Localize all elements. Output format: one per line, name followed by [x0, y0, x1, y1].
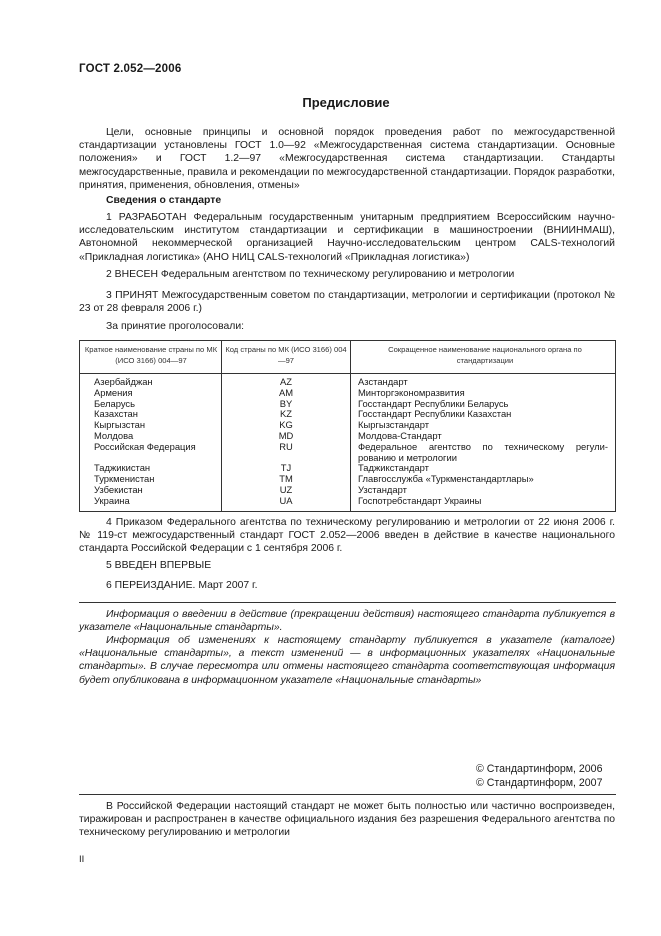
item-1: 1 РАЗРАБОТАН Федеральным государственным унитарным предприятием Всероссийским научно-исследовательским институтом стандартизации и сертификации в машиностроении (ВНИИНМАШ), Автономной некоммерческой организацией Научно-исследовательским центром CALS-технологий «Прикладная логистика» (АНО НИЦ CALS-технологий «Прикладная логистика»)	[79, 212, 615, 263]
rights-notice: В Российской Федерации настоящий стандарт не может быть полностью или частично воспроизведен, тиражирован и распространен в качестве официального издания без разрешения Федерального агентства по техническому регулированию и метрологии	[79, 801, 615, 839]
country-code: TM	[279, 473, 293, 485]
country-name: Таджикистан	[94, 462, 151, 474]
item-6: 6 ПЕРЕИЗДАНИЕ. Март 2007 г.	[106, 580, 258, 591]
table-header-country: Краткое наименование страны по МК (ИСО 3166) 004—97	[84, 345, 218, 365]
intro-paragraph: Цели, основные принципы и основной порядок проведения работ по межгосударственной стандартизации установлены ГОСТ 1.0—92 «Межгосударственная система стандартизации. Основные положения» и ГОСТ 1.2—97 «Межгосударственная система стандартизации. Стандарты межгосударственные, правила и рекомендации по межгосударственной стандартизации. Порядок разработки, принятия, применения, обновления, отмены»	[79, 127, 615, 191]
country-name: Кыргызстан	[94, 419, 146, 431]
item-3: 3 ПРИНЯТ Межгосударственным советом по стандартизации, метрологии и сертификации (протокол № 23 от 28 февраля 2006 г.)	[79, 290, 615, 315]
country-code: TJ	[280, 462, 292, 474]
standards-body: Кыргызстандарт	[358, 419, 430, 431]
page-number: II	[79, 854, 85, 865]
item-5: 5 ВВЕДЕН ВПЕРВЫЕ	[106, 560, 212, 571]
standards-body: Азстандарт	[358, 376, 408, 387]
subheading: Сведения о стандарте	[106, 195, 222, 206]
standards-body: Госстандарт Республики Казахстан	[358, 408, 512, 420]
votes-label: За принятие проголосовали:	[106, 321, 245, 332]
country-name: Беларусь	[94, 397, 136, 409]
country-name: Армения	[94, 386, 133, 398]
country-name: Азербайджан	[94, 376, 153, 387]
standards-body: Федеральное агентство по техническому регули-	[358, 440, 608, 452]
country-name: Туркменистан	[94, 473, 155, 485]
country-code: UA	[279, 494, 293, 506]
standards-body: Госстандарт Республики Беларусь	[358, 397, 509, 409]
page-title: Предисловие	[302, 95, 390, 110]
votes-table	[79, 340, 616, 512]
country-code: KG	[279, 419, 293, 431]
country-code: AZ	[280, 376, 292, 387]
country-name: Российская Федерация	[94, 440, 196, 452]
country-code: KZ	[280, 408, 292, 420]
separator-rule	[79, 602, 616, 603]
standards-body: Минторгэкономразвития	[358, 386, 465, 398]
info-introduction: Информация о введении в действие (прекращении действия) настоящего стандарта публикуется в указателе «Национальные стандарты».	[79, 609, 615, 634]
country-code: RU	[279, 440, 293, 452]
country-name: Казахстан	[94, 408, 138, 420]
standards-body: Узстандарт	[358, 484, 407, 495]
standards-body: Молдова-Стандарт	[358, 430, 442, 441]
country-code: MD	[278, 430, 294, 441]
country-code: BY	[279, 397, 293, 409]
country-name: Узбекистан	[94, 484, 143, 495]
copyright-2006: © Стандартинформ, 2006	[476, 763, 603, 775]
copyright-2007: © Стандартинформ, 2007	[476, 777, 603, 789]
document-header: ГОСТ 2.052—2006	[79, 63, 182, 75]
standards-body: Таджикстандарт	[358, 462, 429, 474]
country-code: UZ	[279, 484, 293, 495]
country-code: AM	[278, 386, 294, 398]
country-name: Украина	[94, 494, 130, 506]
standards-body-continuation: рованию и метрологии	[358, 451, 457, 463]
item-2: 2 ВНЕСЕН Федеральным агентством по техническому регулированию и метрологии	[106, 269, 515, 280]
table-header-code: Код страны по МК (ИСО 3166) 004—97	[225, 345, 347, 365]
standards-body: Госпотребстандарт Украины	[358, 494, 482, 506]
item-4: 4 Приказом Федерального агентства по техническому регулированию и метрологии от 22 июня 2006 г. № 119-ст межгосударственный стандарт ГОСТ 2.052—2006 введен в действие в качестве национального стандарта Российской Федерации с 1 сентября 2006 г.	[79, 517, 615, 555]
info-changes: Информация об изменениях к настоящему стандарту публикуется в указателе (каталоге) «Национальные стандарты», а текст изменений — в информационных указателях «Национальные стандарты». В случае пересмотра или отмены настоящего стандарта соответствующая информация будет опубликована в информационном указателе «Национальные стандарты»	[79, 635, 615, 686]
standards-body: Главгосслужба «Туркменстандартлары»	[358, 473, 534, 485]
table-header-body: Сокращенное наименование национального органа по стандартизации	[388, 345, 582, 365]
country-name: Молдова	[94, 430, 134, 441]
separator-rule-bottom	[79, 794, 616, 795]
